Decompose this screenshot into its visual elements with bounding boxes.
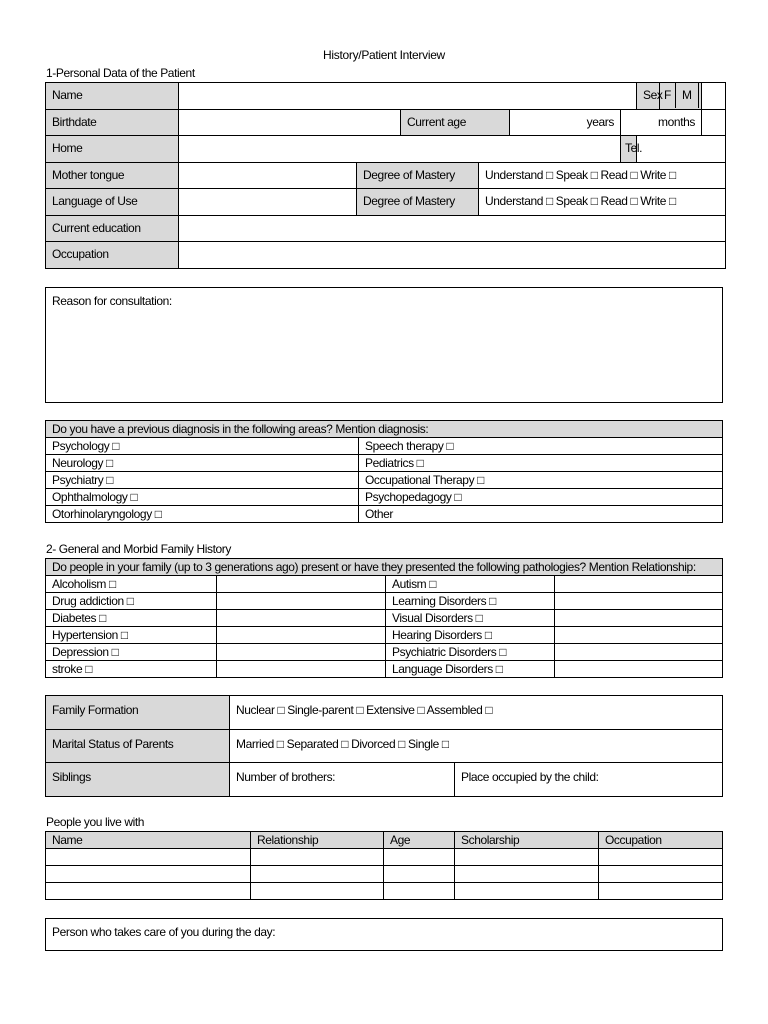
relationship-field[interactable]: [217, 661, 386, 678]
table-row: [46, 593, 723, 610]
family-formation-options[interactable]: Nuclear □ Single-parent □ Extensive □ Assembled □: [230, 696, 723, 730]
cell-field[interactable]: [251, 866, 384, 883]
name-label: Name: [46, 83, 179, 110]
diagnosis-item[interactable]: Psychiatry □: [46, 472, 359, 489]
family-history-header: Do people in your family (up to 3 generations ago) present or have they presented the following pathologies? Mention Relationship:: [46, 559, 723, 576]
cell-field[interactable]: [384, 883, 455, 900]
home-field[interactable]: [179, 136, 621, 163]
siblings-label: Siblings: [46, 763, 230, 797]
cell-field[interactable]: [46, 883, 251, 900]
language-of-use-mastery-options[interactable]: Understand □ Speak □ Read □ Write □: [479, 189, 726, 216]
diagnosis-item[interactable]: Occupational Therapy □: [359, 472, 723, 489]
cell-field[interactable]: [384, 866, 455, 883]
cell-field[interactable]: [599, 883, 723, 900]
language-of-use-label: Language of Use: [46, 189, 179, 216]
diagnosis-item[interactable]: Ophthalmology □: [46, 489, 359, 506]
marital-status-options[interactable]: Married □ Separated □ Divorced □ Single □: [230, 729, 723, 763]
pathology-item[interactable]: Language Disorders □: [386, 661, 555, 678]
home-row: [46, 136, 726, 163]
birthdate-label: Birthdate: [46, 109, 179, 136]
relationship-field[interactable]: [555, 644, 723, 661]
table-row: [46, 455, 723, 472]
column-header: Scholarship: [455, 832, 599, 849]
table-row: [46, 472, 723, 489]
cell-field[interactable]: [251, 883, 384, 900]
table-row: [46, 866, 723, 883]
pathology-item[interactable]: Drug addiction □: [46, 593, 217, 610]
sex-f-field[interactable]: [702, 83, 726, 110]
name-row: [46, 83, 726, 110]
diagnosis-header: Do you have a previous diagnosis in the following areas? Mention diagnosis:: [46, 421, 723, 438]
table-row: [46, 883, 723, 900]
current-education-field[interactable]: [179, 215, 726, 242]
table-row: [46, 644, 723, 661]
column-header: Age: [384, 832, 455, 849]
years-field[interactable]: years: [510, 109, 621, 136]
table-row: [46, 661, 723, 678]
pathology-item[interactable]: Psychiatric Disorders □: [386, 644, 555, 661]
people-header-row: [46, 832, 723, 849]
personal-data-table: [45, 82, 726, 269]
diagnosis-item[interactable]: Otorhinolaryngology □: [46, 506, 359, 523]
birthdate-field[interactable]: [179, 109, 401, 136]
relationship-field[interactable]: [217, 610, 386, 627]
pathology-item[interactable]: Diabetes □: [46, 610, 217, 627]
name-field[interactable]: [179, 83, 637, 110]
relationship-field[interactable]: [555, 627, 723, 644]
relationship-field[interactable]: [217, 576, 386, 593]
section-2-heading: 2- General and Morbid Family History: [46, 542, 232, 556]
cell-field[interactable]: [455, 849, 599, 866]
current-age-label: Current age: [401, 109, 510, 136]
page-title: History/Patient Interview: [323, 48, 445, 62]
diagnosis-item[interactable]: Speech therapy □: [359, 438, 723, 455]
column-header: Occupation: [599, 832, 723, 849]
column-header: Relationship: [251, 832, 384, 849]
caretaker-box[interactable]: [45, 918, 723, 951]
caretaker-label: Person who takes care of you during the day:: [52, 925, 276, 939]
occupation-label: Occupation: [46, 242, 179, 269]
diagnosis-item[interactable]: Psychopedagogy □: [359, 489, 723, 506]
relationship-field[interactable]: [555, 610, 723, 627]
diagnosis-table: [45, 420, 723, 523]
people-table: [45, 831, 723, 900]
siblings-row: [46, 763, 723, 797]
number-of-brothers-field[interactable]: Number of brothers:: [230, 763, 455, 797]
cell-field[interactable]: [599, 866, 723, 883]
sex-f-label: F: [660, 83, 702, 110]
occupation-row: [46, 242, 726, 269]
reason-for-consultation-box[interactable]: [45, 287, 723, 403]
pathology-item[interactable]: Visual Disorders □: [386, 610, 555, 627]
relationship-field[interactable]: [555, 661, 723, 678]
mother-tongue-field[interactable]: [179, 162, 357, 189]
relationship-field[interactable]: [217, 627, 386, 644]
family-history-header-row: [46, 559, 723, 576]
tel-field[interactable]: [637, 136, 726, 163]
table-row: [46, 506, 723, 523]
diagnosis-item[interactable]: Psychology □: [46, 438, 359, 455]
relationship-field[interactable]: [555, 593, 723, 610]
table-row: [46, 576, 723, 593]
diagnosis-item[interactable]: Pediatrics □: [359, 455, 723, 472]
cell-field[interactable]: [455, 883, 599, 900]
pathology-item[interactable]: stroke □: [46, 661, 217, 678]
cell-field[interactable]: [384, 849, 455, 866]
pathology-item[interactable]: Autism □: [386, 576, 555, 593]
birthdate-row: [46, 109, 726, 136]
relationship-field[interactable]: [555, 576, 723, 593]
family-history-table: [45, 558, 723, 678]
language-of-use-field[interactable]: [179, 189, 357, 216]
marital-status-row: [46, 729, 723, 763]
mother-tongue-row: [46, 162, 726, 189]
pathology-item[interactable]: Alcoholism □: [46, 576, 217, 593]
table-row: [46, 627, 723, 644]
pathology-item[interactable]: Learning Disorders □: [386, 593, 555, 610]
relationship-field[interactable]: [217, 644, 386, 661]
section-1-heading: 1-Personal Data of the Patient: [46, 66, 195, 80]
cell-field[interactable]: [46, 849, 251, 866]
mother-tongue-mastery-label: Degree of Mastery: [357, 162, 479, 189]
mother-tongue-label: Mother tongue: [46, 162, 179, 189]
table-row: [46, 849, 723, 866]
family-formation-label: Family Formation: [46, 696, 230, 730]
family-formation-row: [46, 696, 723, 730]
mother-tongue-mastery-options[interactable]: Understand □ Speak □ Read □ Write □: [479, 162, 726, 189]
place-occupied-field[interactable]: Place occupied by the child:: [455, 763, 723, 797]
pathology-item[interactable]: Depression □: [46, 644, 217, 661]
months-field[interactable]: months: [621, 109, 702, 136]
pathology-item[interactable]: Hearing Disorders □: [386, 627, 555, 644]
table-row: [46, 610, 723, 627]
people-heading: People you live with: [46, 815, 145, 829]
family-formation-table: [45, 695, 723, 797]
cell-field[interactable]: [251, 849, 384, 866]
diagnosis-item[interactable]: Other: [359, 506, 723, 523]
cell-field[interactable]: [46, 866, 251, 883]
pathology-item[interactable]: Hypertension □: [46, 627, 217, 644]
cell-field[interactable]: [599, 849, 723, 866]
diagnosis-item[interactable]: Neurology □: [46, 455, 359, 472]
marital-status-label: Marital Status of Parents: [46, 729, 230, 763]
language-of-use-mastery-label: Degree of Mastery: [357, 189, 479, 216]
cell-field[interactable]: [455, 866, 599, 883]
current-education-row: [46, 215, 726, 242]
table-row: [46, 438, 723, 455]
home-label: Home: [46, 136, 179, 163]
sex-m-label: M: [675, 83, 699, 108]
diagnosis-header-row: [46, 421, 723, 438]
sex-label: Sex: [637, 83, 660, 110]
tel-label: Tel.: [621, 136, 637, 163]
reason-label: Reason for consultation:: [52, 294, 172, 308]
column-header: Name: [46, 832, 251, 849]
age-extra-field[interactable]: [702, 109, 726, 136]
relationship-field[interactable]: [217, 593, 386, 610]
occupation-field[interactable]: [179, 242, 726, 269]
current-education-label: Current education: [46, 215, 179, 242]
table-row: [46, 489, 723, 506]
language-of-use-row: [46, 189, 726, 216]
